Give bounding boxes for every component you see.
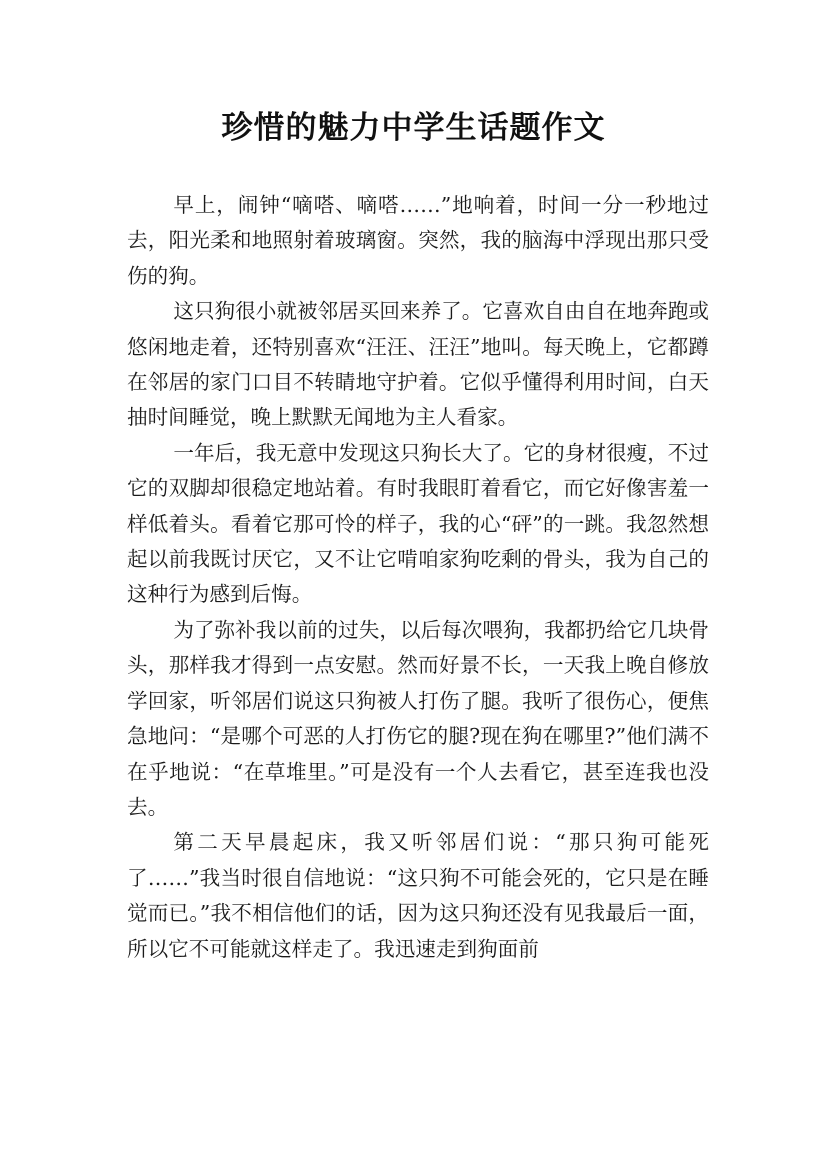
document-title: 珍惜的魅力中学生话题作文 xyxy=(221,110,606,146)
document-body xyxy=(127,188,709,967)
paragraph-3: 一年后，我无意中发现这只狗长大了。它的身材很瘦，不过它的双脚却很稳定地站着。有时我眼盯着看它，而它好像害羞一样低着头。看着它那可怜的样子，我的心“砰”的一跳。我忽然想起以前我既讨厌它，又不让它啃咱家狗吃剩的骨头，我为自己的这种行为感到后悔。 xyxy=(127,440,709,607)
paragraph-1: 早上，闹钟“嘀嗒、嘀嗒……”地响着，时间一分一秒地过去，阳光柔和地照射着玻璃窗。突然，我的脑海中浮现出那只受伤的狗。 xyxy=(127,193,709,288)
paragraph-4: 为了弥补我以前的过失，以后每次喂狗，我都扔给它几块骨头，那样我才得到一点安慰。然而好景不长，一天我上晚自修放学回家，听邻居们说这只狗被人打伤了腿。我听了很伤心，便焦急地问：“是哪个可恶的人打伤它的腿?现在狗在哪里?”他们满不在乎地说：“在草堆里。”可是没有一个人去看它，甚至连我也没去。 xyxy=(127,617,709,819)
paragraph-5: 第二天早晨起床，我又听邻居们说：“那只狗可能死了……”我当时很自信地说：“这只狗不可能会死的，它只是在睡觉而已。”我不相信他们的话，因为这只狗还没有见我最后一面，所以它不可能就这样走了。我迅速走到狗面前 xyxy=(127,830,709,961)
paragraph-2: 这只狗很小就被邻居买回来养了。它喜欢自由自在地奔跑或悠闲地走着，还特别喜欢“汪汪、汪汪”地叫。每天晚上，它都蹲在邻居的家门口目不转睛地守护着。它似乎懂得利用时间，白天抽时间睡觉，晚上默默无闻地为主人看家。 xyxy=(127,299,709,430)
